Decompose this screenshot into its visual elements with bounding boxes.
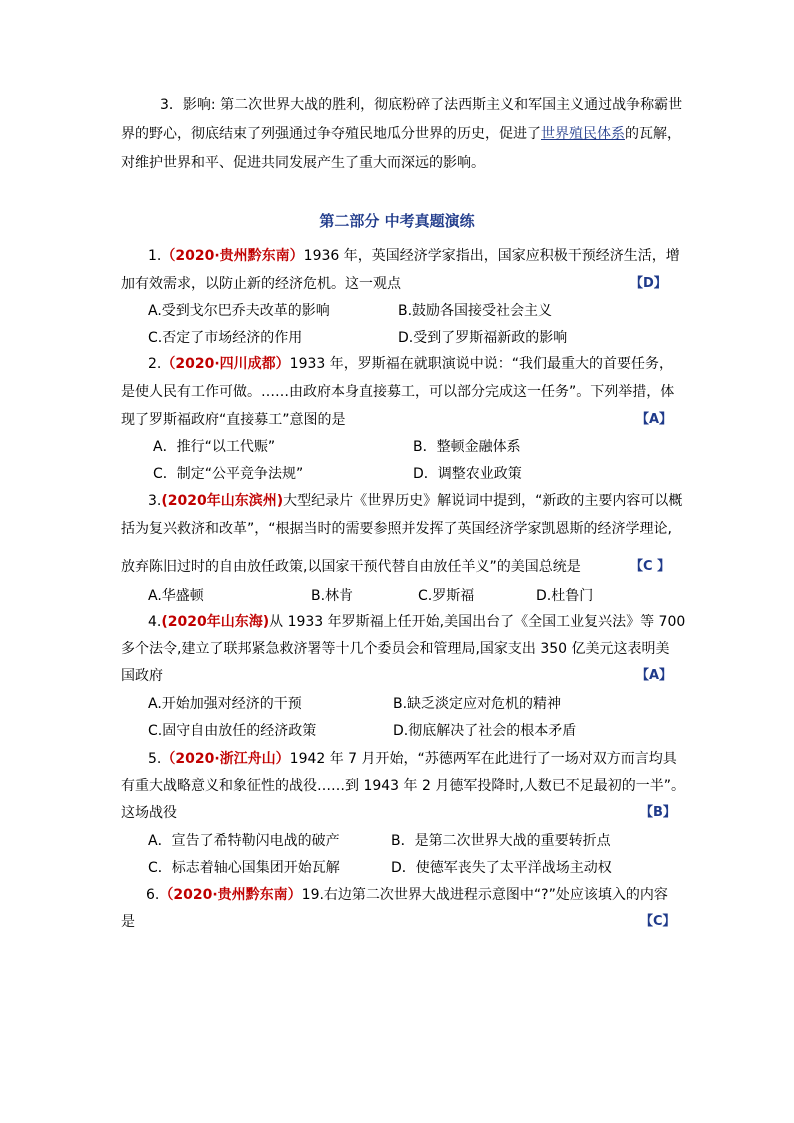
- q4-answer: 【A】: [636, 668, 673, 683]
- colonial-system-link[interactable]: 世界殖民体系: [541, 126, 625, 142]
- q3-line-1: [148, 491, 682, 511]
- q4-option-d: D.彻底解决了社会的根本矛盾: [393, 723, 577, 739]
- q6-text-1: 19.右边第二次世界大战进程示意图中“?”处应该填入的内容: [301, 887, 668, 903]
- q5-line-1: [148, 749, 677, 769]
- q1-line-2: 加有效需求，以防止新的经济危机。这一观点: [121, 276, 401, 292]
- q5-text-1: 1942 年 7 月开始，“苏德两军在此进行了一场对双方而言均具: [289, 751, 677, 767]
- q1-source: （2020·贵州黔东南）: [161, 248, 304, 264]
- q6-num: 6.: [146, 887, 160, 903]
- q3-option-d: D.杜鲁门: [536, 588, 594, 604]
- q5-line-3: 这场战役: [121, 805, 177, 821]
- q3-option-b: B.林肯: [311, 588, 354, 604]
- intro-line-2-pre: 界的野心，彻底结束了列强通过争夺殖民地瓜分世界的历史，促进了: [121, 126, 541, 142]
- q2-option-a: A．推行“以工代赈”: [153, 439, 276, 455]
- q6-source: （2020·贵州黔东南）: [159, 887, 302, 903]
- q3-line-2: 括为复兴救济和改革”，“根据当时的需要参照并发挥了英国经济学家凯恩斯的经济学理论,: [121, 521, 672, 537]
- q1-line-1: [148, 246, 680, 266]
- q3-line-3: 放弃陈旧过时的自由放任政策,以国家干预代替自由放任羊义”的美国总统是: [121, 559, 581, 575]
- q4-line-3: 国政府: [121, 668, 163, 684]
- intro-line-2-post: 的瓦解，: [625, 126, 681, 142]
- q3-text-1: 大型纪录片《世界历史》解说词中提到，“新政的主要内容可以概: [283, 493, 683, 509]
- q2-source: （2020·四川成都）: [161, 356, 290, 372]
- q5-source: （2020·浙江舟山）: [161, 751, 290, 767]
- q5-num: 5.: [148, 751, 162, 767]
- q1-text-1: 1936 年，英国经济学家指出，国家应积极干预经济生活，增: [303, 248, 680, 264]
- q2-option-c: C．制定“公平竞争法规”: [153, 466, 304, 482]
- q2-option-b: B．整顿金融体系: [413, 439, 521, 455]
- q6-answer: 【C】: [640, 914, 676, 929]
- q5-option-d: D．使德军丧失了太平洋战场主动权: [391, 860, 612, 876]
- q3-num: 3.: [148, 493, 162, 509]
- q4-text-1: 从 1933 年罗斯福上任开始,美国出台了《全国工业复兴法》等 700: [269, 614, 686, 630]
- q1-option-b: B.鼓励各国接受社会主义: [398, 303, 553, 319]
- q2-option-d: D．调整农业政策: [413, 466, 522, 482]
- q2-answer: 【A】: [636, 412, 673, 427]
- q2-line-2: 是使人民有工作可做。……由政府本身直接募工，可以部分完成这一任务”。下列举措，体: [121, 384, 675, 400]
- q5-option-c: C．标志着轴心国集团开始瓦解: [148, 860, 340, 876]
- q4-num: 4.: [148, 614, 162, 630]
- q1-option-c: C.否定了市场经济的作用: [148, 330, 303, 346]
- q2-num: 2.: [148, 356, 162, 372]
- q4-option-c: C.固守自由放任的经济政策: [148, 723, 317, 739]
- q4-line-1: [148, 612, 685, 632]
- q1-num: 1.: [148, 248, 162, 264]
- q2-line-1: [148, 354, 673, 374]
- q1-option-d: D.受到了罗斯福新政的影响: [398, 330, 568, 346]
- q4-option-a: A.开始加强对经济的干预: [148, 696, 302, 712]
- q3-option-c: C.罗斯福: [418, 588, 475, 604]
- q1-option-a: A.受到戈尔巴乔夫改革的影响: [148, 303, 330, 319]
- section-title: 第二部分 中考真题演练: [319, 212, 475, 230]
- q4-source: (2020年山东海): [161, 614, 270, 630]
- intro-line-3: 对维护世界和平、促进共同发展产生了重大而深远的影响。: [121, 155, 485, 171]
- intro-line-2: [121, 124, 681, 144]
- q3-source: (2020年山东滨州): [161, 493, 284, 509]
- q5-answer: 【B】: [640, 805, 676, 820]
- q5-option-a: A．宣告了希特勒闪电战的破产: [148, 833, 340, 849]
- q4-line-2: 多个法令,建立了联邦紧急救济署等十几个委员会和管理局,国家支出 350 亿美元这表明美: [121, 641, 670, 657]
- intro-line-1: 3．影响: 第二次世界大战的胜利，彻底粉碎了法西斯主义和军国主义通过战争称霸世: [160, 97, 683, 113]
- q5-option-b: B．是第二次世界大战的重要转折点: [391, 833, 611, 849]
- q2-line-3: 现了罗斯福政府“直接募工”意图的是: [121, 412, 346, 428]
- q5-line-2: 有重大战略意义和象征性的战役……到 1943 年 2 月德军投降时,人数已不足最初的一半”。: [121, 778, 686, 794]
- q1-answer: 【D】: [630, 276, 667, 291]
- q6-line-1: [146, 885, 668, 905]
- q4-option-b: B.缺乏淡定应对危机的精神: [393, 696, 562, 712]
- q3-answer: 【C 】: [630, 559, 671, 574]
- q2-text-1: 1933 年，罗斯福在就职演说中说：“我们最重大的首要任务，: [289, 356, 673, 372]
- q3-option-a: A.华盛顿: [148, 588, 204, 604]
- q6-line-2: 是: [121, 914, 135, 930]
